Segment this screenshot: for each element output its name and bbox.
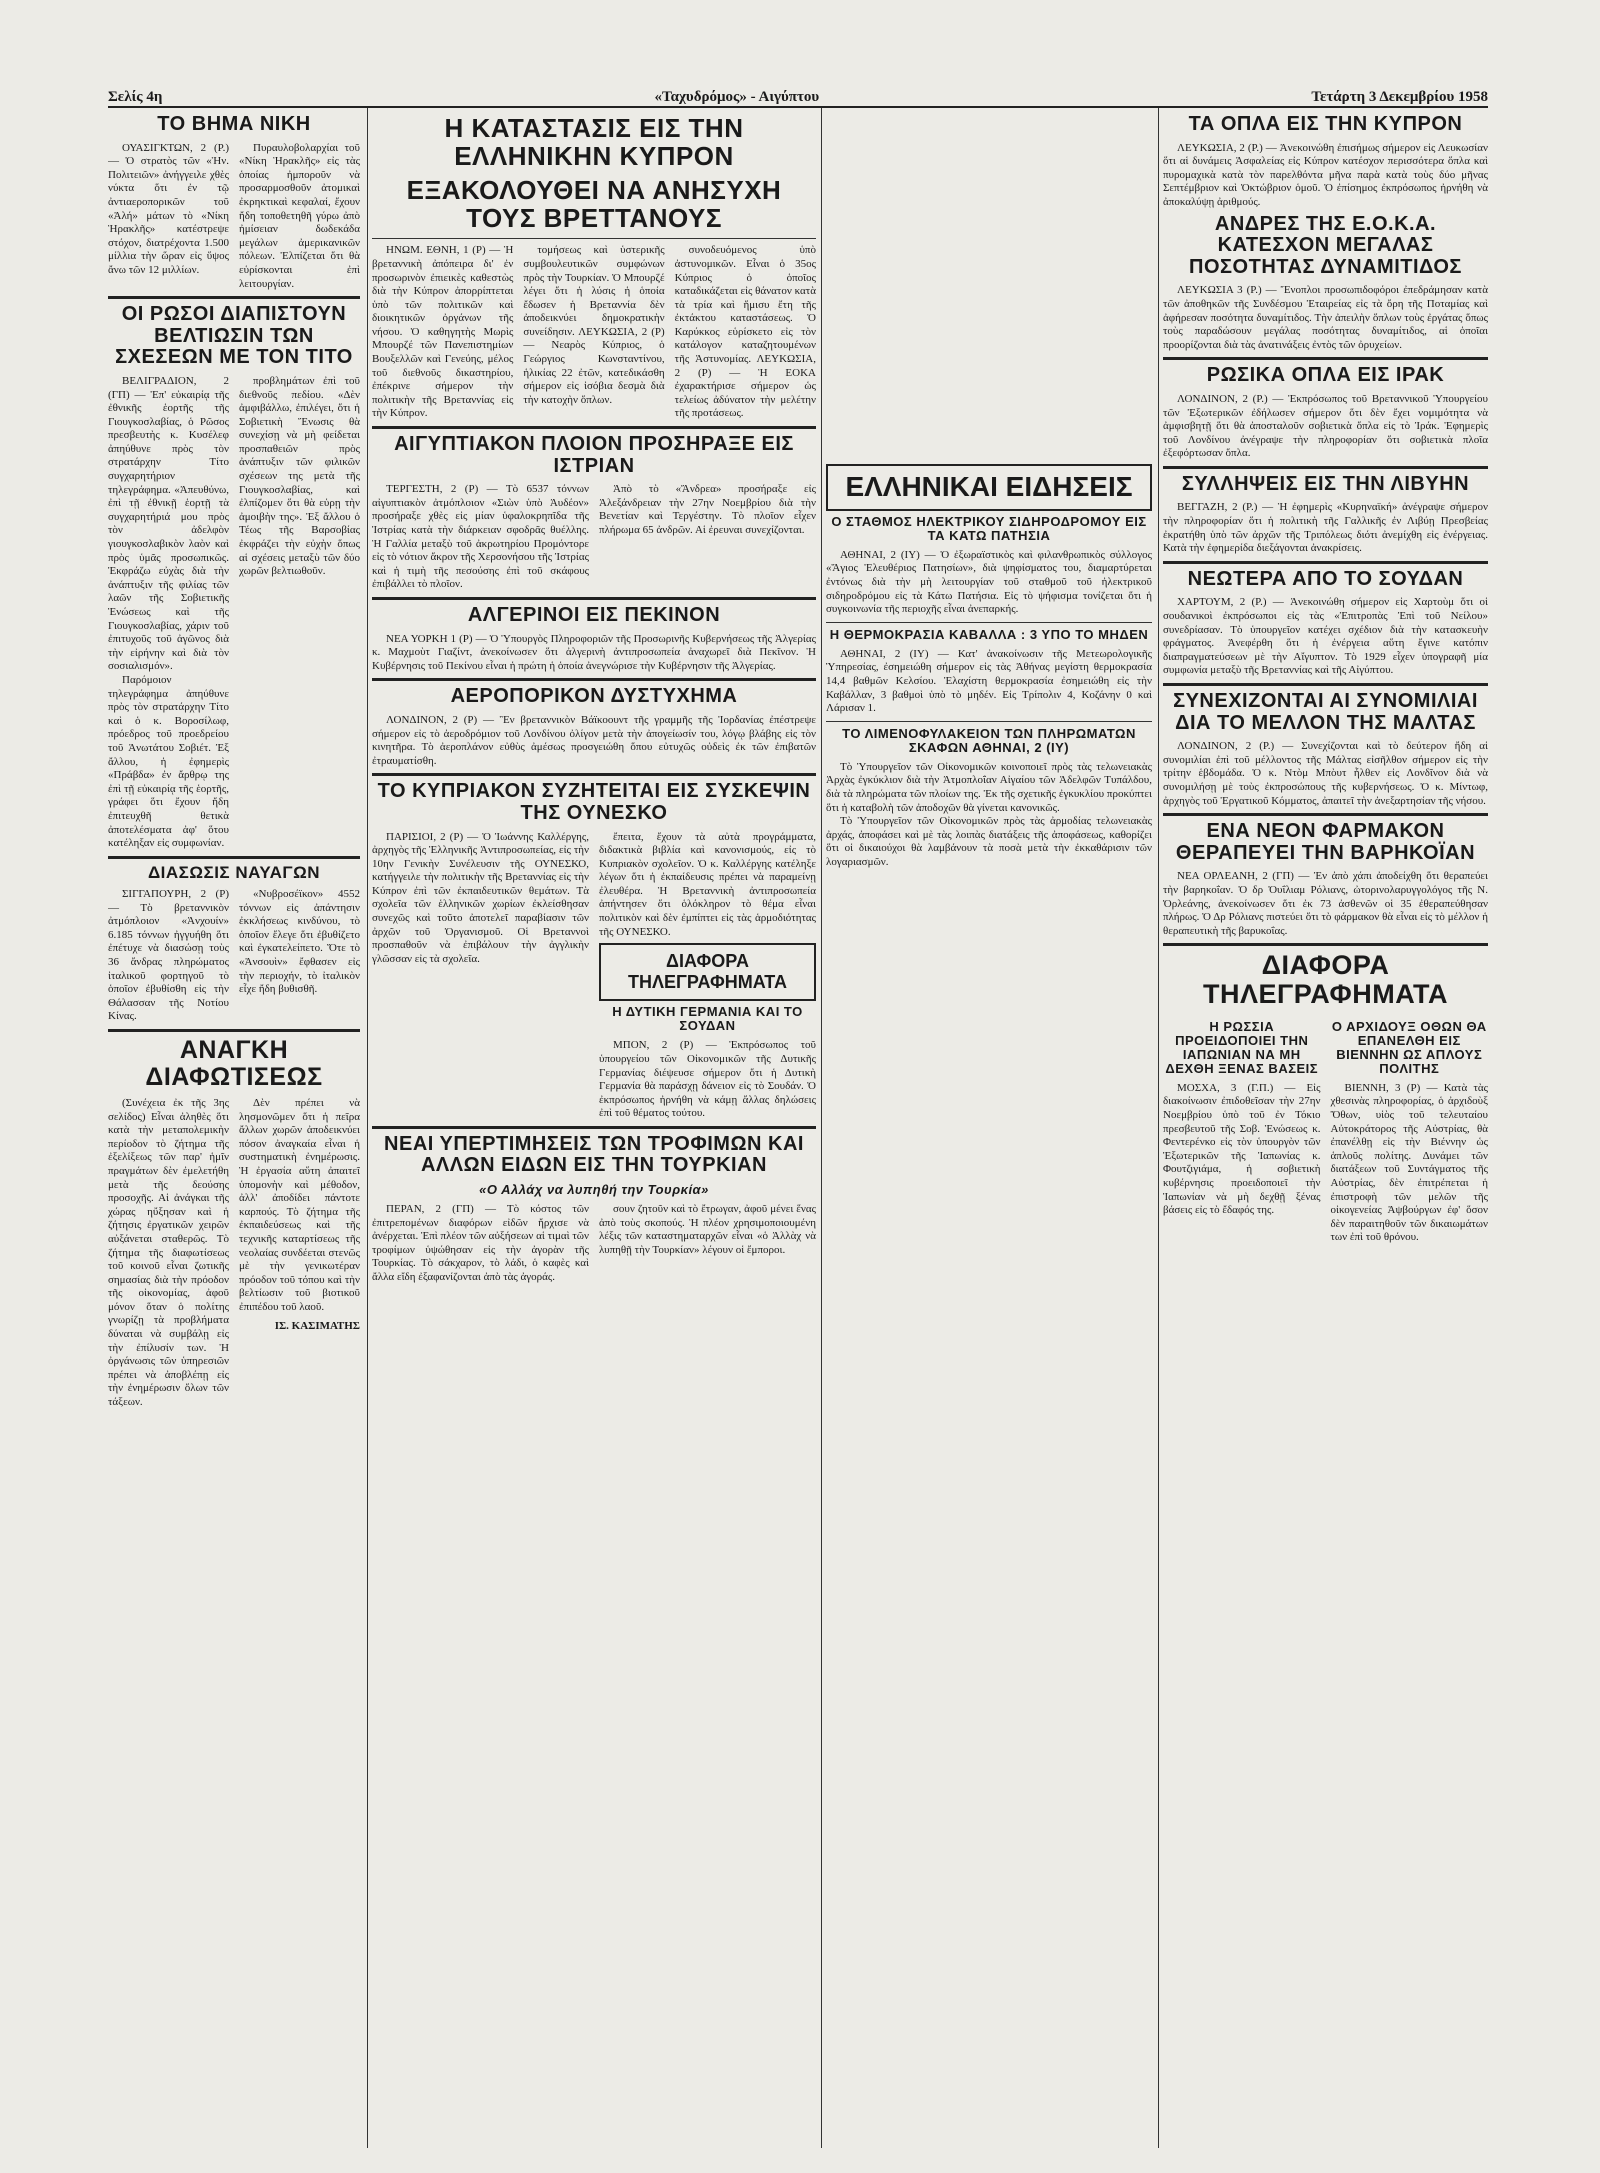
column-divider: [1158, 108, 1159, 2148]
divider: [372, 678, 816, 681]
headline-malta: ΣΥΝΕΧΙΖΟΝΤΑΙ ΑΙ ΣΥΝΟΜΙΛΙΑΙ ΔΙΑ ΤΟ ΜΕΛΛΟΝ ΤΗΣ ΜΑΛΤΑΣ: [1173, 690, 1478, 734]
article-text: (Συνέχεια ἐκ τῆς 3ης σελίδος) Εἶναι ἀληθὲς ὅτι κατὰ τὴν μεταπολεμικὴν περίοδον τὸ ζήτημα τῆς ἐξελίξεως τῶν παρ' ἡμῖν πραγμάτων δὲν ἐμελετήθη μετὰ τῆς δεούσης προσοχῆς. Αἱ ἀνάγκαι τῆς χώρας ηὔξησαν καὶ ἡ ζήτησις ἐργατικῶν χειρῶν αὐξάνεται σταθερῶς. Τὸ ζήτημα τῆς διαφωτίσεως τοῦ κοινοῦ εἶναι ζωτικῆς σημασίας διὰ τὴν πρόοδον τῆς οἰκονομίας, ἀφοῦ μόνον ὅταν ὁ πολίτης γνωρίζῃ τὰ προβλήματα δύναται νὰ συμβάλῃ εἰς τὴν ἐπίλυσίν των. Ἡ ὀργάνωσις τῶν ὑπηρεσιῶν πρέπει νὰ ἀποβλέπῃ εἰς τὴν ἐνημέρωσιν ὅλων τῶν τάξεων.: [108, 1096, 229, 1409]
headline-enlightenment: ΑΝΑΓΚΗ ΔΙΑΦΩΤΙΣΕΩΣ: [145, 1035, 323, 1091]
article-text: σουν ζητοῦν καὶ τὸ ἔτρωγαν, ἀφοῦ μένει ἕνας ἀπὸ τοὺς σκοπούς. Ἡ πλέον χρησιμοποιουμένη λέξις τῶν καταστηματαρχῶν εἶναι «ὁ Ἀλλὰχ νὰ λυπηθῇ τὴν Τουρκίαν» λέγουν οἱ ἔμποροι.: [599, 1203, 816, 1256]
divider: [108, 1029, 360, 1032]
divider: [108, 296, 360, 299]
divider: [1163, 683, 1488, 686]
article-text: συνοδευόμενος ὑπὸ ἀστυνομικῶν. Εἶναι ὁ 35ος Κύπριος ὁ ὁποῖος καταδικάζεται εἰς θάνατον κατὰ τὰ τρία καὶ ἥμισυ ἔτη τῆς ἐκτάκτου καταστάσεως. Ὁ Καρύκκος εὑρίσκετο εἰς τὸν κατάλογον καταζητουμένων τῆς Ἀστυνομίας. ΛΕΥΚΩΣΙΑ, 2 (Ρ) — Ἡ ΕΟΚΑ ἐχαρακτήρισε σήμερον ὡς τελείως ἀδύνατον τὴν μελέτην τῆς προτάσεως.: [674, 244, 816, 420]
article-text: ΒΕΛΙΓΡΑΔΙΟΝ, 2 (ΓΠ) — Ἐπ' εὐκαιρίᾳ τῆς ἐθνικῆς ἑορτῆς τῆς Γιουγκοσλαβίας, ὁ Ρῶσος πρεσβευτὴς κ. Κυσέλεφ ἀπηύθυνε πρὸς τὸν στρατάρχην Τίτο συγχαρητήριον τηλεγράφημα. «Ἀπευθύνω, ἐπὶ τῇ ἐθνικῇ ἑορτῇ τὰ συγχαρητήριά μου πρὸς τὸν ἀδελφὸν γιουγκοσλαβικὸν λαὸν καὶ πρὸς ὑμᾶς προσωπικῶς. Ἐκφράζω εὐχὰς διὰ τὴν ἀνάπτυξιν τῆς φιλίας τῶν λαῶν τῆς Σοβιετικῆς Ἑνώσεως καὶ τῆς Γιουγκοσλαβίας, χάριν τοῦ ἐπιτυχοῦς τοῦ ἀγῶνος διὰ τὴν εἰρήνην καὶ διὰ τὸν σοσιαλισμόν».: [108, 374, 229, 673]
article-text: ΠΕΡΑΝ, 2 (ΓΠ) — Τὸ κόστος τῶν ἐπιτρεπομένων διαφόρων εἰδῶν ἤρχισε νὰ ἀνέρχεται. Ἐπὶ πλέον τῶν αὐξήσεων αἱ τιμαὶ τῶν τροφίμων ὑψώθησαν εἰς τὴν ἀγορὰν τῆς Τουρκίας. Τὸ σάκχαρον, τὸ λάδι, ὁ καφὲς καὶ ἄλλα εἴδη ἐξαφανίζονται ἀπὸ τὰς ἀγοράς.: [372, 1203, 589, 1284]
article-text: ΛΕΥΚΩΣΙΑ 3 (Ρ.) — Ἔνοπλοι προσωπιδοφόροι ἐπεδράμησαν κατὰ τῶν ἀποθηκῶν τῆς Συνδέσμου Ἐταιρείας εἰς τὰ ὄρη τῆς Ποταμίας καὶ ἀφήρεσαν ποσότητα δυναμίτιδος. Τὴν ἀπειλὴν ὅπλων τοὺς ἐργάτας ὅπως τοὺς παραδώσουν μεγάλας ποσότητας δυναμίτιδος, αἱ ὁποῖαι προορίζονται διὰ τὰς ἀνατινάξεις ἐντὸς τῶν ὀρυχείων.: [1163, 284, 1488, 351]
headline-vima-niki: ΤΟ ΒΗΜΑ ΝΙΚΗ: [157, 113, 311, 135]
article-text: ΧΑΡΤΟΥΜ, 2 (Ρ.) — Ἀνεκοινώθη σήμερον εἰς Χαρτοὺμ ὅτι οἱ σουδανικοὶ ἐκπρόσωποι εἰς τὰς «Ἐπιτροπὰς Ἐπὶ τοῦ Νείλου» συνεδρίασαν. Τὸ ὑπουργεῖον κατέχει σχέδιον διὰ τὴν κατασκευὴν φράγματος. Ἀνεφέρθη ὅτι ἡ ἐνέργεια αὕτη ἔγινε κατόπιν διαπραγματεύσεων μὲ τὴν Αἴγυπτον. Τὸ 1929 εἶχεν ὑπογραφῆ μία συμφωνία μεταξὺ τῆς Βρεταννίας καὶ τῆς Αἰγύπτου.: [1163, 596, 1488, 677]
column-divider: [821, 108, 822, 2148]
divider: [108, 856, 360, 859]
article-text: ΒΕΓΓΑΖΗ, 2 (Ρ.) — Ἡ ἐφημερὶς «Κυρηναϊκή» ἀνέγραψε σήμερον τὴν πληροφορίαν ὅτι ἡ πολιτικὴ τῆς Γαλλικῆς ἐν Λιβύῃ Πρεσβείας ἐκρατήθη ὑπὸ τῶν ἀρχῶν τῆς Τριπόλεως διότι ἀνεμίχθη εἰς ἐνέργειας. Κατὰ τὴν ἐφημερίδα διεξάγονται ἀνακρίσεις.: [1163, 501, 1488, 555]
headline-sudan: ΝΕΩΤΕΡΑ ΑΠΟ ΤΟ ΣΟΥΔΑΝ: [1187, 567, 1464, 590]
headline-air-accident: ΑΕΡΟΠΟΡΙΚΟΝ ΔΥΣΤΥΧΗΜΑ: [450, 685, 738, 708]
headline-algerians: ΑΛΓΕΡΙΝΟΙ ΕΙΣ ΠΕΚΙΝΟΝ: [467, 603, 721, 626]
author-signature: ΙΣ. ΚΑΣΙΜΑΤΗΣ: [274, 1320, 360, 1333]
divider: [372, 238, 816, 239]
newspaper-name: «Ταχυδρόμος» - Αιγύπτου: [654, 89, 820, 105]
headline-egyptian-ship: ΑΙΓΥΠΤΙΑΚΟΝ ΠΛΟΙΟΝ ΠΡΟΣΗΡΑΞΕ ΕΙΣ ΙΣΤΡΙΑΝ: [394, 433, 794, 477]
article-text: ΛΟΝΔΙΝΟΝ, 2 (Ρ) — Ἓν βρεταννικὸν Βάϊκοουντ τῆς γραμμῆς τῆς Ἰορδανίας ἐπέστρεψε σήμερον εἰς τὸ ἀεροδρόμιον τοῦ Λονδίνου ὀλίγον μετὰ τὴν ἀπογείωσίν του, λόγῳ βλάβης εἰς τὸν κινητῆρα. Τὸ ἀεροπλάνον εὐθὺς ἀμέσως προσγειώθη ὅπου εὐτυχῶς οὐδεὶς ἐκ τῶν ἐπιβατῶν ἐτραυματίσθη.: [372, 713, 816, 767]
article-text: Τὸ Ὑπουργεῖον τῶν Οἰκονομικῶν πρὸς τὰς ἀρμοδίας τελωνειακὰς ἀρχάς, ἀποφάσει καὶ μὲ τὰς λοιπὰς διατάξεις τῆς ἀποφάσεως, καθορίζει ὅτι οἱ δικαιούχοι θὰ λαμβάνουν τὰ ποσὰ μετὰ τὴν ἐκκαθάρισιν τῶν λογαριασμῶν.: [826, 815, 1152, 869]
headline-various-telegrams: ΔΙΑΦΟΡΑ ΤΗΛΕΓΡΑΦΗΜΑΤΑ: [599, 943, 816, 1001]
headline-libya-arrests: ΣΥΛΛΗΨΕΙΣ ΕΙΣ ΤΗΝ ΛΙΒΥΗΝ: [1181, 472, 1470, 495]
divider: [826, 622, 1152, 623]
article-text: Δὲν πρέπει νὰ λησμονῶμεν ὅτι ἡ πεῖρα ἄλλων χωρῶν ἀποδεικνύει πόσον ἀναγκαία εἶναι ἡ συστηματικὴ ἐνημέρωσις. Ἡ ἐργασία αὕτη ἀπαιτεῖ ὑπομονὴν καὶ μέθοδον, ἀλλ' ἀποδίδει πάντοτε καρπούς. Τὸ ζήτημα τῆς ἐκπαιδεύσεως καὶ τῆς τεχνικῆς καταρτίσεως τῆς νεολαίας συνδέεται στενῶς μὲ τὴν γενικωτέραν πρόοδον τοῦ τόπου καὶ τὴν βελτίωσιν τοῦ βιοτικοῦ ἐπιπέδου τοῦ λαοῦ.: [239, 1096, 360, 1313]
article-text: ΛΟΝΔΙΝΟΝ, 2 (Ρ.) — Συνεχίζονται καὶ τὸ δεύτερον ἤδη αἱ συνομιλίαι ἐπὶ τοῦ μέλλοντος τῆς Μάλτας εἰσῆλθον σήμερον εἰς τὴν τρίτην ἑβδομάδα. Ὁ κ. Ντὸμ Μπὸυτ ἦλθεν εἰς Λονδῖνον διὰ νὰ συνομιλήσῃ μὲ τοὺς ἐκπροσώπους τῆς κυβερνήσεως. Ὁ κ. Μίντωφ, ἀρχηγὸς τοῦ Ἐργατικοῦ Κόμματος, ἀπαιτεῖ τὴν ἀνεξαρτησίαν τῆς νήσου.: [1163, 740, 1488, 807]
subheadline-turkey: «Ο Αλλάχ να λυπηθή την Τουρκία»: [479, 1182, 709, 1198]
divider: [1163, 357, 1488, 360]
headline-greek-news: ΕΛΛΗΝΙΚΑΙ ΕΙΔΗΣΕΙΣ: [826, 464, 1152, 511]
headline-turkey-prices: ΝΕΑΙ ΥΠΕΡΤΙΜΗΣΕΙΣ ΤΩΝ ΤΡΟΦΙΜΩΝ ΚΑΙ ΑΛΛΩΝ ΕΙΔΩΝ ΕΙΣ ΤΗΝ ΤΟΥΡΚΙΑΝ: [384, 1132, 804, 1177]
article-text: ΒΙΕΝΝΗ, 3 (Ρ) — Κατὰ τὰς χθεσινὰς πληροφορίας, ὁ ἀρχιδοὺξ Ὄθων, υἱὸς τοῦ τελευταίου Αὐτοκράτορος τῆς Αὐστρίας, θὰ ἐπανέλθῃ εἰς τὴν Βιέννην ὡς ἁπλοῦς πολίτης. Δυνάμει τῶν διατάξεων τοῦ Συντάγματος τῆς Αὐστρίας, δὲν ἐπιτρέπεται ἡ ἐπιστροφὴ τῶν μελῶν τῆς οἰκογενείας Ἀψβούργων ἐφ' ὅσον δὲν παραιτηθοῦν τῶν δικαιωμάτων των ἐπὶ τοῦ θρόνου.: [1330, 1081, 1488, 1244]
divider: [372, 1126, 816, 1129]
subheadline-germany-sudan: Η ΔΥΤΙΚΗ ΓΕΡΜΑΝΙΑ ΚΑΙ ΤΟ ΣΟΥΔΑΝ: [612, 1004, 803, 1034]
masthead: [108, 84, 1488, 108]
article-text: ΑΘΗΝΑΙ, 2 (ΙΥ) — Ὁ ἐξωραϊστικὸς καὶ φιλανθρωπικὸς σύλλογος «Ἅγιος Ἐλευθέριος Πατησίων», διὰ ψηφίσματος του, διαμαρτύρεται ἐντόνως διὰ τὴν μὴ λειτουργίαν τοῦ σταθμοῦ τοῦ ἠλεκτρικοῦ σιδηροδρόμου εἰς τὰ Κάτω Πατήσια. Εἰς τὸ ψήφισμα τονίζεται ὅτι ἡ συγκοινωνία τῆς περιοχῆς εἶναι ἀνεπαρκής.: [826, 548, 1152, 616]
article-text: ΜΟΣΧΑ, 3 (Γ.Π.) — Εἰς διακοίνωσιν ἐπιδοθεῖσαν τὴν 27ην Νοεμβρίου ὑπὸ τοῦ ἐν Τόκιο πρεσβευτοῦ τῆς Σοβ. Ἑνώσεως κ. Φεντερένκο εἰς τὸν ὑπουργὸν τῶν Ἐξωτερικῶν τῆς Ἰαπωνίας κ. Φουτζιγιάμα, ἡ σοβιετικὴ κυβέρνησις προειδοποιεῖ τὴν Ἰαπωνίαν νὰ μὴ δεχθῇ ξένας βάσεις εἰς τὸ ἔδαφός της.: [1163, 1081, 1321, 1217]
column-3: [826, 460, 1152, 2150]
headline-various-telegrams-2: ΔΙΑΦΟΡΑ ΤΗΛΕΓΡΑΦΗΜΑΤΑ: [1203, 950, 1448, 1010]
article-text: «Νυβροσέϊκον» 4552 τόννων εἰς ἀπάντησιν ἐκκλήσεως κινδύνου, τὸ ὁποῖον ἔλεγε ὅτι ἐβυθίζετο καὶ ἐγκατελείπετο. Ὅτε τὸ «Ἀνσουὶν» ἔφθασεν εἰς τὴν περιοχήν, τὸ ἰταλικὸν εἶχε ἤδη βυθισθῆ.: [239, 888, 360, 996]
divider: [826, 721, 1152, 722]
subheadline-russia-japan: Η ΡΩΣΣΙΑ ΠΡΟΕΙΔΟΠΟΙΕΙ ΤΗΝ ΙΑΠΩΝΙΑΝ ΝΑ ΜΗ ΔΕΧΘΗ ΞΕΝΑΣ ΒΑΣΕΙΣ: [1165, 1018, 1319, 1076]
article-text: ΤΕΡΓΕΣΤΗ, 2 (Ρ) — Τὸ 6537 τόννων αἰγυπτιακὸν ἀτμόπλοιον «Σιὼν ὑπὸ Ἀυδέον» προσήραξε χθὲς εἰς μίαν ὑφαλοκρηπῖδα τῆς Ἰστρίας κατὰ τὴν διάρκειαν σφοδρᾶς θυέλλης. Ἡ Γαλλία μεταξὺ τοῦ ἀκρωτηρίου Προμόντορε εἰς τὸ νότιον ἄκρον τῆς Χερσονήσου τῆς Ἰστρίας καὶ ἡ τιμὴ τῆς πεσούσης ἐπὶ τοῦ σκάφους ἐπιβάλλει τὸ πλοῖον.: [372, 483, 589, 591]
headline-rescue: ΔΙΑΣΩΣΙΣ ΝΑΥΑΓΩΝ: [147, 862, 321, 882]
divider: [372, 597, 816, 600]
headline-eoka: ΑΝΔΡΕΣ ΤΗΣ Ε.Ο.Κ.Α. ΚΑΤΕΣΧΟΝ ΜΕΓΑΛΑΣ ΠΟΣΟΤΗΤΑΣ ΔΥΝΑΜΙΤΙΔΟΣ: [1189, 212, 1462, 278]
headline-russians-tito: ΟΙ ΡΩΣΟΙ ΔΙΑΠΙΣΤΟΥΝ ΒΕΛΤΙΩΣΙΝ ΤΩΝ ΣΧΕΣΕΩΝ ΜΕ ΤΟΝ ΤΙΤΟ: [115, 303, 353, 369]
article-text: ΜΠΟΝ, 2 (Ρ) — Ἐκπρόσωπος τοῦ ὑπουργείου τῶν Οἰκονομικῶν τῆς Δυτικῆς Γερμανίας διέψευσε σήμερον ὅτι ἡ Δυτικὴ Γερμανία θὰ παράσχῃ δάνειον εἰς τὸ Σουδάν. Ὁ ἐκπρόσωπος ἠρνήθη νὰ κάμῃ ἄλλας δηλώσεις ἐπὶ τοῦ θέματος τούτου.: [599, 1039, 816, 1120]
article-text: ΛΕΥΚΩΣΙΑ, 2 (Ρ.) — Ἀνεκοινώθη ἐπισήμως σήμερον εἰς Λευκωσίαν ὅτι αἱ δυνάμεις Ἀσφαλείας εἰς Κύπρον κατέσχον περισσότερα ὅπλα καὶ πυρομαχικὰ κατὰ τὸν παρελθόντα μῆνα παρὰ κατὰ τοὺς δύο μῆνας Σεπτέμβριον καὶ Ὀκτώβριον ὁμοῦ. Ὁ ἐπίσημος ἐκπρόσωπος ἠρνήθη νὰ ἀποκαλύψῃ ἀριθμούς.: [1163, 141, 1488, 208]
subheadline-temperature: Η ΘΕΡΜΟΚΡΑΣΙΑ ΚΑΒΑΛΛΑ : 3 ΥΠΟ ΤΟ ΜΗΔΕΝ: [829, 626, 1149, 642]
headline-cyprus-arms: ΤΑ ΟΠΛΑ ΕΙΣ ΤΗΝ ΚΥΠΡΟΝ: [1188, 113, 1463, 135]
column-2: [372, 110, 816, 2150]
divider: [1163, 943, 1488, 946]
headline-iraq-arms: ΡΩΣΙΚΑ ΟΠΛΑ ΕΙΣ ΙΡΑΚ: [1206, 364, 1445, 387]
divider: [1163, 466, 1488, 469]
article-text: τομήσεως καὶ ὑστερικῆς συμβουλευτικῶν συμφώνων πρὸς τὴν Τουρκίαν. Ὁ Μπουρζέ λέγει ὅτι ἡ λύσις ἡ ὁποία ἔδωσεν ἡ Βρεταννία δὲν ἀποδεικνύει δημοκρατικὴν συνείδησιν. ΛΕΥΚΩΣΙΑ, 2 (Ρ) — Νεαρὸς Κύπριος, ὁ Γεώργιος Κωνσταντίνου, ἡλικίας 22 ἐτῶν, κατεδικάσθη σήμερον εἰς ἰσόβια δεσμὰ διὰ τὴν κατοχὴν ὅπλων.: [523, 244, 665, 406]
divider: [372, 773, 816, 776]
divider: [372, 426, 816, 429]
page-number: Σελίς 4η: [108, 89, 163, 105]
article-text: ἔπειτα, ἔχουν τὰ αὐτὰ προγράμματα, διδακτικὰ βιβλία καὶ κανονισμούς, εἰς τὸ Κυπριακὸν σχολεῖον. Ὁ κ. Καλλέργης κατέληξε λέγων ὅτι ἡ ἐκπαίδευσις πρέπει νὰ παραμείνῃ ἐλευθέρα. Ἡ Βρεταννικὴ ἀντιπροσωπεία ἀπήντησεν ὅτι ὁλόκληρον τὸ θέμα εἶναι πολιτικὸν καὶ δὲν ἐμπίπτει εἰς τὰς ἁρμοδιότητας τῆς ΟΥΝΕΣΚΟ.: [599, 830, 816, 938]
article-text: προβλημάτων ἐπὶ τοῦ διεθνοῦς πεδίου. «Δὲν ἀμφιβάλλω, ἐπιλέγει, ὅτι ἡ Σοβιετικὴ Ἕνωσις θὰ συνεχίσῃ νὰ μὴ φείδεται προσπαθειῶν πρὸς ἀνάπτυξιν τῶν φιλικῶν σχέσεων της μετὰ τῆς Γιουγκοσλαβίας, καὶ ἐλπίζομεν ὅτι θὰ εὑρῃ τὴν ἀμοιβὴν της». Ἐξ ἄλλου ὁ Τέως τῆς Βαρσοβίας ἐκφράζει τὴν εὐχὴν ὅπως αἱ σχέσεις μεταξὺ τῶν δύο χωρῶν βελτιωθοῦν.: [239, 374, 360, 578]
issue-date: Τετάρτη 3 Δεκεμβρίου 1958: [1311, 89, 1488, 105]
article-text: ΝΕΑ ΟΡΛΕΑΝΗ, 2 (ΓΠ) — Ἐν ἀπὸ χάπι ἀποδείχθη ὅτι θεραπεύει τὴν βαρηκοΐαν. Ὁ δρ Ὀυΐλιαμ Ρόλιανς, ὠτορινολαρυγγολόγος τῆς Ν. Ὀρλεάνης, ἀνεκοίνωσεν ὅτι ἐκ 73 ἀσθενῶν οἱ 35 ἐθεραπεύθησαν πλήρως. Ὁ Δρ Ρόλιανς πιστεύει ὅτι τὸ φάρμακον θὰ εἶναι εἰς τὸ μέλλον ἡ θεραπευτικὴ τῆς βαρυκοΐας.: [1163, 870, 1488, 937]
article-text: Παρόμοιον τηλεγράφημα ἀπηύθυνε πρὸς τὸν στρατάρχην Τίτο καὶ ὁ κ. Βοροσίλωφ, πρόεδρος τοῦ προεδρείου τοῦ Ἀνωτάτου Σοβιέτ. Ἐξ ἄλλου, ἡ ἐφημερὶς «Πράβδα» ἐν ἄρθρῳ της ἐπὶ τῇ εὐκαιρίᾳ τῆς ἑορτῆς, γράφει ὅτι ἔχουν ἤδη ἐπιτευχθῆ θετικὰ ἀποτελέσματα ἀφ' ὅτου κατέληξαν εἰς συμφωνίαν.: [108, 673, 229, 850]
article-text: Τὸ Ὑπουργεῖον τῶν Οἰκονομικῶν κοινοποιεῖ πρὸς τὰς τελωνειακὰς Ἀρχὰς ἐγκύκλιον διὰ τὴν Ἀτμοπλοΐαν Αἰγαίου τῶν Ἀδελφῶν Τυπάλδου, διὰ τὰ πληρώματα τῶν πλοίων της. Ἐκ τῆς σχετικῆς ἐγκυκλίου προκύπτει ὅτι ἡ καταβολὴ τῶν ἀποδοχῶν θὰ γίνεται κανονικῶς.: [826, 760, 1152, 814]
article-text: ΑΘΗΝΑΙ, 2 (ΙΥ) — Κατ' ἀνακοίνωσιν τῆς Μετεωρολογικῆς Ὑπηρεσίας, ἐσημειώθη σήμερον εἰς τὰς Ἀθήνας μεγίστη θερμοκρασία 14,4 βαθμῶν Κελσίου. Ἐλαχίστη θερμοκρασία ἐσημειώθη εἰς τὴν Καβάλλαν, 3 βαθμοὶ ὑπὸ τὸ μηδέν. Εἰς Τρίπολιν 4, Κοζάνην 0 καὶ Λάρισαν 1.: [826, 647, 1152, 715]
article-text: Ἀπὸ τὸ «Ἄνδρεα» προσήραξε εἰς Ἀλεξάνδρειαν τὴν 27ην Νοεμβρίου διὰ τὴν Βενετίαν καὶ Τεργέστην. Τὸ πλοῖον εἶχεν πλήρωμα 65 ἀνδρῶν. Αἱ ἐρευναι συνεχίζονται.: [599, 483, 816, 536]
subheadline-otto: Ο ΑΡΧΙΔΟΥΞ ΟΘΩΝ ΘΑ ΕΠΑΝΕΛΘΗ ΕΙΣ ΒΙΕΝΝΗΝ ΩΣ ΑΠΛΟΥΣ ΠΟΛΙΤΗΣ: [1331, 1018, 1487, 1076]
article-text: ΣΙΓΓΑΠΟΥΡΗ, 2 (Ρ) — Τὸ βρεταννικὸν ἀτμόπλοιον «Ἀνχουίν» 6.185 τόννων ἠγγυήθη ὅτι ἐπέτυχε νὰ διασώσῃ τοὺς 36 ἄνδρας πληρώματος ἰταλικοῦ φορτηγοῦ τὸ ὁποῖον ἐβυθίσθη εἰς τὴν Θάλασσαν τῆς Νοτίου Κίνας.: [108, 888, 229, 1023]
column-divider: [367, 108, 368, 2148]
article-text: ΠΑΡΙΣΙΟΙ, 2 (Ρ) — Ὁ Ἰωάννης Καλλέργης, ἀρχηγὸς τῆς Ἑλληνικῆς Ἀντιπροσωπείας, εἰς τὴν 10ην Γενικὴν Συνέλευσιν τῆς ΟΥΝΕΣΚΟ, κατήγγειλε τὴν πολιτικὴν τῆς Βρεταννίας εἰς τὴν Κύπρον ἐπὶ τῶν ἐκπαιδευτικῶν θεμάτων. Τὰ σχολεῖα τῶν ἑλληνικῶν χωρίων ἐκλείσθησαν συνεχῶς καὶ τοῦτο ἀποτελεῖ παραβίασιν τῶν ἀρχῶν τοῦ Ὀργανισμοῦ. Οἱ Βρεταννοὶ προσπαθοῦν νὰ ἐπιβάλουν τὴν ἀγγλικὴν γλῶσσαν εἰς τὰ σχολεῖα.: [372, 830, 589, 965]
banner-headline-2: ΕΞΑΚΟΛΟΥΘΕΙ ΝΑ ΑΝΗΣΥΧΗ ΤΟΥΣ ΒΡΕΤΤΑΝΟΥΣ: [406, 175, 782, 234]
article-text: ΝΕΑ ΥΟΡΚΗ 1 (Ρ) — Ὁ Ὑπουργὸς Πληροφοριῶν τῆς Προσωρινῆς Κυβερνήσεως τῆς Ἀλγερίας κ. Μαχμοὺτ Γιαζίντ, ἀνεκοίνωσεν ὅτι ἀλγερινὴ ἀντιπροσωπεία ἀναχωρεῖ διὰ Πεκῖνον. Ἡ Κυβέρνησις τοῦ Πεκίνου εἶναι ἡ πρώτη ἡ ὁποία ἀνεγνώρισε τὴν Κυβέρνησιν τῆς Ἀλγερίας.: [372, 632, 816, 672]
article-text: ΛΟΝΔΙΝΟΝ, 2 (Ρ.) — Ἐκπρόσωπος τοῦ Βρεταννικοῦ Ὑπουργείου τῶν Ἐξωτερικῶν ἐδήλωσεν σήμερον ὅτι δὲν ἔχει νομιμότητα νὰ ἀμφισβητῇ ὅτι θὰ ἀποσταλοῦν σοβιετικὰ ὅπλα εἰς τὸ Ἰράκ. Ἐφημερὶς τοῦ Λονδίνου ἀνέγραψε τὴν πληροφορίαν ὅτι σοβιετικὰ πλοῖα ἐξεφόρτωσαν ὅπλα.: [1163, 392, 1488, 460]
article-text: Πυραυλοβολαρχίαι τοῦ «Νίκη Ἡρακλῆς» εἰς τὰς ὁποίας ἠμποροῦν νὰ προσαρμοσθοῦν ἀτομικαὶ ἐκρηκτικαὶ κεφαλαί, ἔχουν ἤδη τοποθετηθῆ γύρω ἀπὸ ἠμίσειαν δωδεκάδα μεγάλων ἀμερικανικῶν πόλεων. Ἐλπίζεται ὅτι θὰ εὑρίσκονται ἐπὶ λειτουργίαν.: [239, 141, 360, 290]
headline-new-drug: ΕΝΑ ΝΕΟΝ ΦΑΡΜΑΚΟΝ ΘΕΡΑΠΕΥΕΙ ΤΗΝ ΒΑΡΗΚΟΪΑΝ: [1175, 820, 1476, 864]
article-text: ΟΥΑΣΙΓΚΤΩΝ, 2 (Ρ.) — Ὁ στρατὸς τῶν «Ἡν. Πολιτειῶν» ἀνήγγειλε χθὲς νύκτα ὅτι ἐν τῷ ἀντιαεροπορικῶν τοῦ «Ἀλή» μάτων τὸ «Νίκη Ἡρακλῆς» κατέστρεψε στόχον, διατρέχοντα 1.500 μίλλια τὴν ὥραν εἰς ὕψος ἄνω τῶν 12 μιλλίων.: [108, 141, 229, 276]
divider: [1163, 561, 1488, 564]
headline-cyprus-unesco: ΤΟ ΚΥΠΡΙΑΚΟΝ ΣΥΖΗΤΕΙΤΑΙ ΕΙΣ ΣΥΣΚΕΨΙΝ ΤΗΣ ΟΥΝΕΣΚΟ: [377, 780, 811, 824]
column-4: [1163, 110, 1488, 2150]
subheadline-station: Ο ΣΤΑΘΜΟΣ ΗΛΕΚΤΡΙΚΟΥ ΣΙΔΗΡΟΔΡΟΜΟΥ ΕΙΣ ΤΑ ΚΑΤΩ ΠΑΤΗΣΙΑ: [831, 513, 1147, 543]
subheadline-crews: ΤΟ ΛΙΜΕΝΟΦΥΛΑΚΕΙΟΝ ΤΩΝ ΠΛΗΡΩΜΑΤΩΝ ΣΚΑΦΩΝ ΑΘΗΝΑΙ, 2 (ΙΥ): [842, 725, 1136, 755]
banner-headline: Η ΚΑΤΑΣΤΑΣΙΣ ΕΙΣ ΤΗΝ ΕΛΛΗΝΙΚΗΝ ΚΥΠΡΟΝ: [444, 113, 744, 172]
column-1: [108, 110, 360, 2150]
divider: [1163, 813, 1488, 816]
article-text: ΗΝΩΜ. ΕΘΝΗ, 1 (Ρ) — Ἡ βρεταννικὴ ἀπόπειρα δι' ἐν προσωρινὸν ἐπιεικὲς καθεστὼς διὰ τὴν Κύπρον ἀπορρίπτεται ὑπὸ τῶν πολιτικῶν καὶ διοικητικῶν ὀργάνων τῆς νήσου. Ὁ καθηγητὴς Μωρὶς Μπουρζέ τῶν Πανεπιστημίων Βουξελλῶν καὶ Γενεύης, μέλος τοῦ διεθνοῦς δικαστηρίου, ἐπέκρινε σήμερον τὴν πολιτικὴν τῆς Βρεταννίας εἰς τὴν Κύπρον.: [372, 244, 514, 420]
